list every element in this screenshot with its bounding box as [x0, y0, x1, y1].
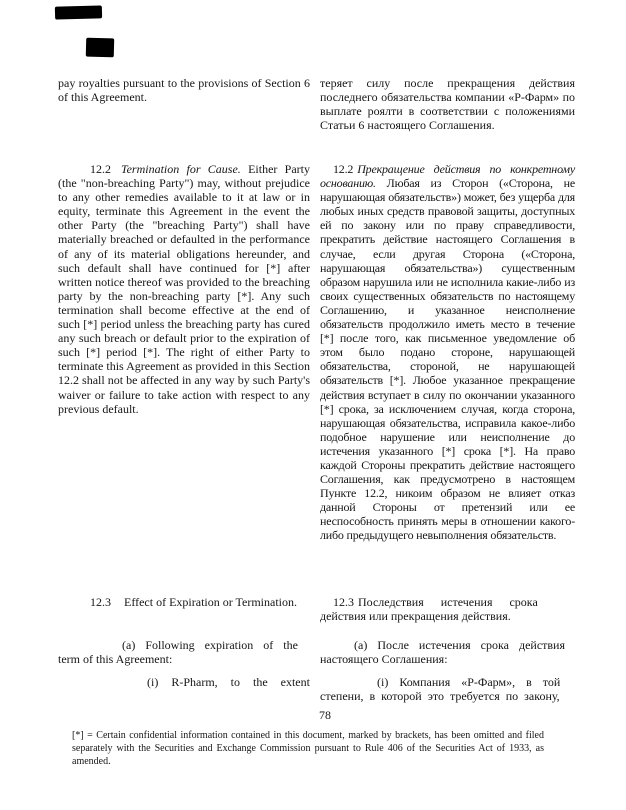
section-title-line2: действия или прекращения действия. — [320, 609, 511, 624]
section-number: 12.2 — [333, 162, 354, 176]
subsection-i-line2: степени, в которой это требуется по закону, — [320, 689, 560, 704]
subsection-a-line2: term of this Agreement: — [58, 652, 173, 667]
subsection-a-ru — [320, 638, 575, 666]
section-body: Любая из Сторон («Сторона, не нарушающая обязательств») может, без ущерба для любых иных средств правовой защиты, доступных ей по закону или по праву справедливости, прекратить действие настоящего Соглашения в случае, если другая Сторона («Сторона, нарушающая обязательства») существенным образом нарушила или не исполнила какие-либо из своих существенных обязательств по настоящему Соглашению, и указанное неисполнение обязательств продолжило иметь место в течение [*] после того, как письменное уведомление об этом было подано стороне, нарушающей обязательства, стороной, не нарушающей обязательств [*]. Любое указанное прекращение действия вступает в силу по окончании указанного [*] срока, за исключением случая, когда сторона, нарушающая обязательства, исправила какое-либо подобное нарушение или неисполнение до истечения указанного [*] срока [*]. На право каждой Стороны прекратить действие настоящего Соглашения, как предусмотрено в настоящем Пункте 12.2, никоим образом не влияет отказ данной Стороны от претензий или ее неспособность принять меры в отношении какого-либо предыдущего невыполнения обязательств. — [320, 176, 575, 543]
scan-artifact-mark — [86, 38, 114, 58]
section-12-3-ru — [320, 595, 575, 623]
subsection-i-line1: (i) R-Pharm, to the extent — [147, 675, 310, 689]
subsection-a-line2: настоящего Соглашения: — [320, 652, 448, 667]
section-body: Either Party (the "non-breaching Party") may, without prejudice to any other remedies available to it at law or in equity, terminate this Agreement in the event the other Party (the "breaching Party") shall have materially breached or defaulted in the performance of any of its material obligations hereunder, and such default shall have continued for [*] after written notice thereof was provided to the breaching party by the non-breaching party [*]. Any such termination shall become effective at the end of such [*] period unless the breaching party has cured any such breach or default prior to the expiration of such [*] period [*]. The right of either Party to terminate this Agreement as provided in this Section 12.2 shall not be affected in any way by such Party's waiver or failure to take action with respect to any previous default. — [58, 162, 311, 416]
section-number: 12.2 — [90, 162, 111, 176]
subsection-a-en — [58, 638, 310, 666]
page-number: 78 — [319, 708, 331, 722]
subsection-a-line1: (a) Following expiration of the — [122, 638, 298, 652]
paragraph-royalties-ru: теряет силу после прекращения действия последнего обязательства компании «Р-Фарм» по выплате роялти в соответствии с положениями Статьи 6 настоящего Соглашения. — [320, 76, 575, 133]
row-subsection-a — [0, 638, 626, 666]
section-12-2-ru — [320, 162, 575, 543]
section-12-3-en — [58, 595, 310, 609]
row-section-12-3 — [0, 595, 626, 623]
section-number: 12.3 — [90, 595, 111, 609]
section-title: Effect of Expiration or Termination. — [124, 595, 297, 609]
section-number: 12.3 — [333, 595, 354, 609]
section-12-2-en — [58, 162, 310, 416]
scan-artifact-mark — [55, 5, 102, 19]
row-royalties — [0, 76, 626, 132]
section-title-line1: Последствия истечения срока — [358, 595, 538, 609]
subsection-a-line1: (a) После истечения срока действия — [354, 638, 565, 652]
row-subsection-i — [0, 675, 626, 703]
subsection-i-line1: (i) Компания «Р-Фарм», в той — [377, 675, 561, 689]
paragraph-royalties-en: pay royalties pursuant to the provisions of Section 6 of this Agreement. — [58, 76, 310, 105]
subsection-i-ru — [320, 675, 575, 703]
confidentiality-footnote: [*] = Certain confidential information contained in this document, marked by brackets, has been omitted and filed separately with the Securities and Exchange Commission pursuant to Rule 406 of the Securities Act of 1933, as amended. — [72, 730, 544, 768]
section-title-italic: Termination for Cause. — [121, 162, 241, 176]
row-section-12-2 — [0, 162, 626, 543]
subsection-i-en — [58, 675, 310, 689]
section-title-italic: Прекращение действия по конкретному основанию. — [320, 162, 575, 191]
